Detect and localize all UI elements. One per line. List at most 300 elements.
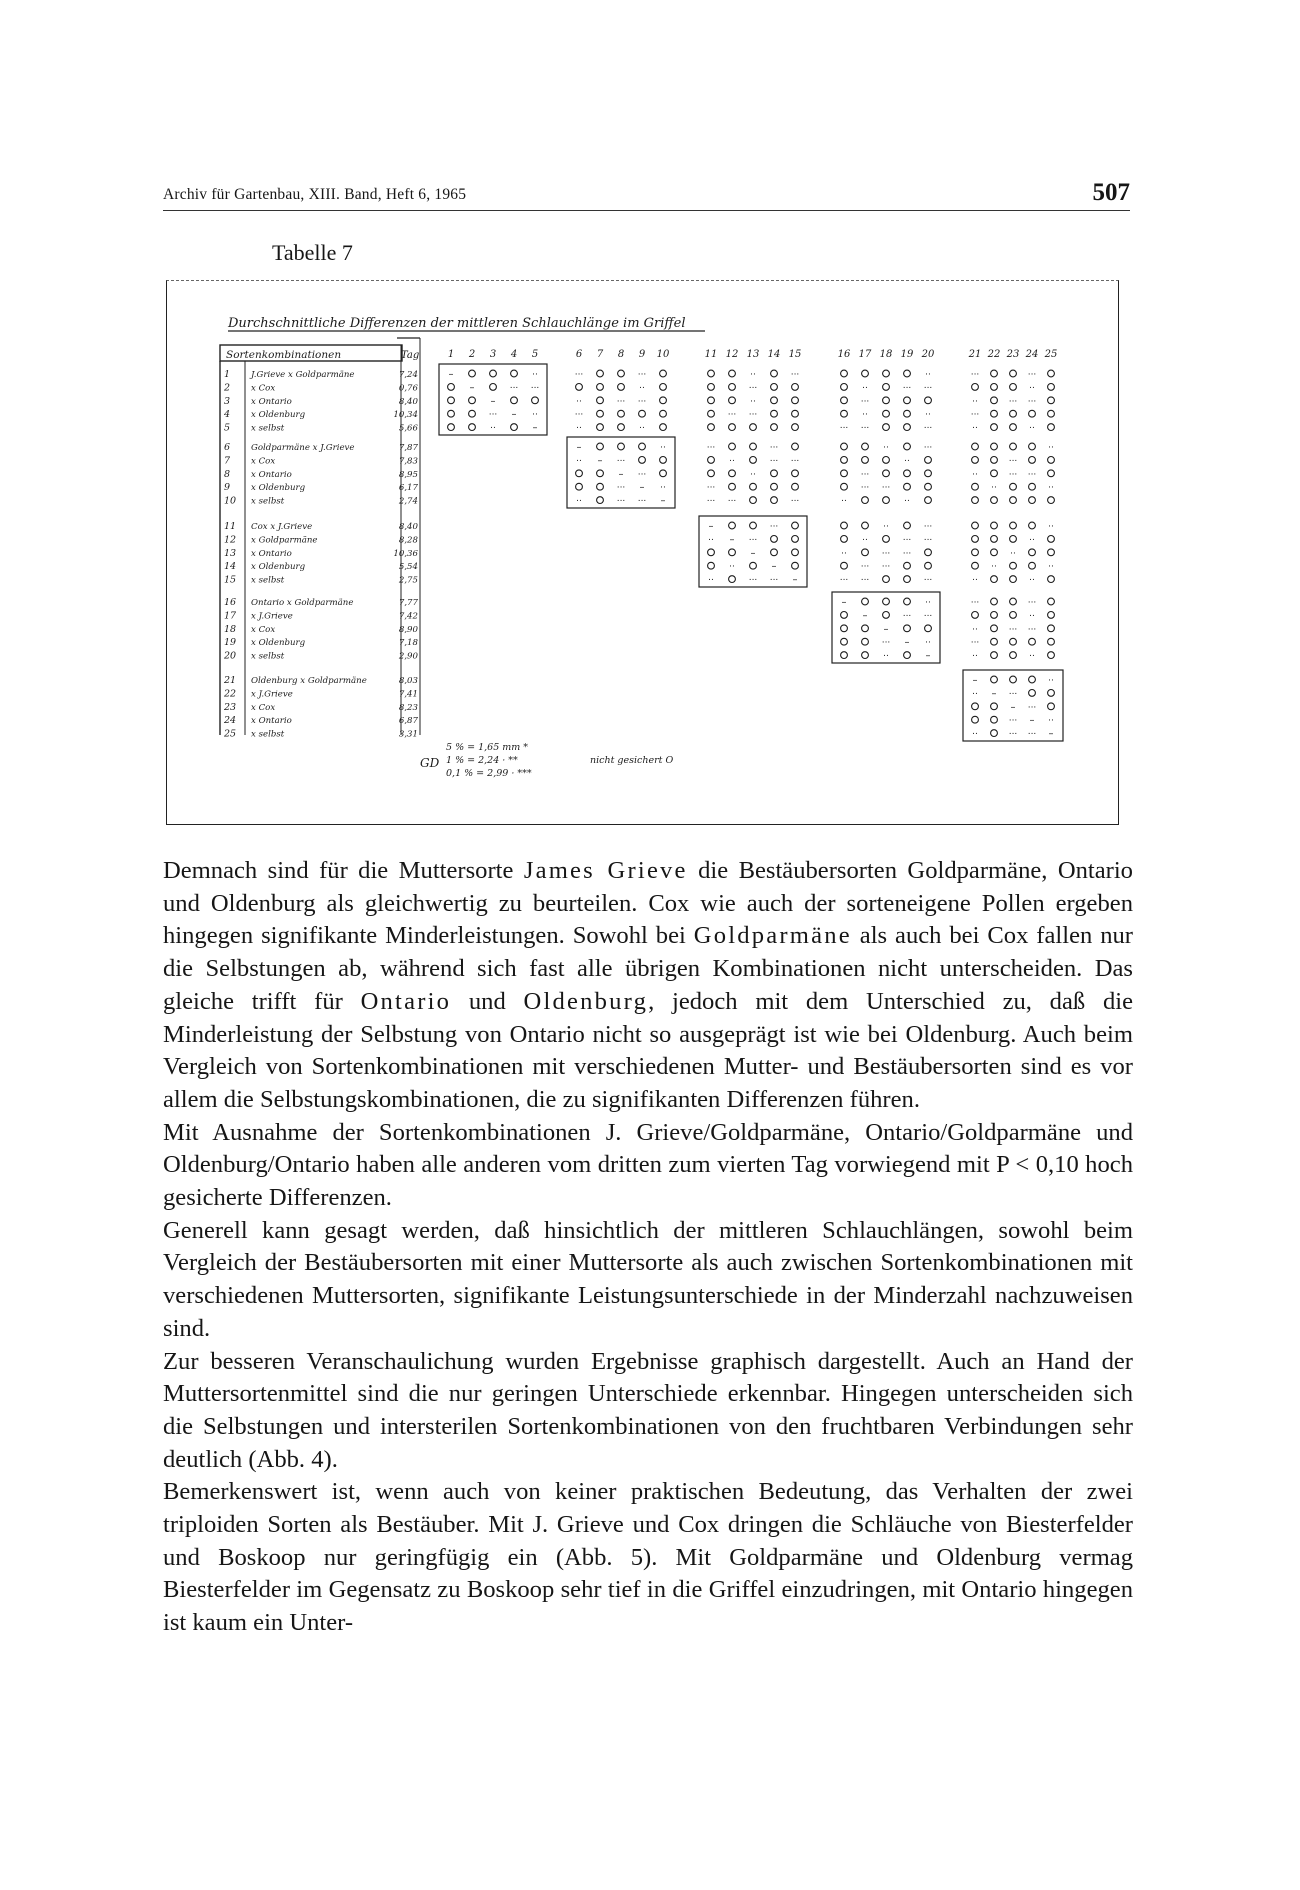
ns-mark [660, 397, 667, 404]
ns-mark [991, 638, 998, 645]
ns-mark [771, 536, 778, 543]
row-number: 22 [224, 688, 237, 700]
sig-mark: ··· [1008, 396, 1018, 407]
paragraph [163, 1117, 1133, 1215]
ns-mark [1048, 625, 1055, 632]
sig-mark: ··· [923, 383, 933, 394]
sig-mark: ·· [883, 443, 889, 453]
day-header: Tag [401, 350, 420, 361]
ns-mark [792, 443, 799, 450]
row-combination: x Oldenburg [251, 410, 306, 421]
sig-mark: ··· [616, 496, 626, 507]
ns-mark [750, 443, 757, 450]
ns-mark [1010, 384, 1017, 391]
ns-mark [1010, 536, 1017, 543]
ns-mark [1048, 457, 1055, 464]
legend-gd: GD [420, 756, 440, 770]
ns-mark [750, 457, 757, 464]
sig-mark: ·· [972, 575, 978, 586]
ns-mark [991, 497, 998, 504]
sig-mark: ·· [1048, 716, 1054, 727]
ns-mark [1029, 638, 1036, 645]
sig-mark: ··· [769, 456, 779, 467]
row-number: 12 [224, 534, 237, 546]
sig-mark: ·· [925, 638, 931, 649]
row-number: 25 [224, 728, 237, 740]
ns-mark [991, 549, 998, 556]
ns-mark [1029, 549, 1036, 556]
ns-mark [1048, 497, 1055, 504]
row-tag-value: 10,34 [393, 410, 418, 421]
ns-mark [729, 384, 736, 391]
ns-mark [597, 370, 604, 377]
ns-mark [972, 716, 979, 723]
column-number: 24 [1025, 349, 1039, 360]
sig-mark: ·· [972, 624, 978, 635]
row-number: 8 [224, 468, 231, 480]
column-number: 4 [510, 349, 518, 360]
sig-mark: ··· [769, 522, 779, 532]
sig-mark: ··· [1008, 624, 1018, 635]
ns-mark [729, 370, 736, 377]
ns-mark [1048, 536, 1055, 543]
ns-mark [991, 676, 998, 683]
sig-mark: ·· [750, 469, 756, 480]
row-tag-value: 7,42 [398, 611, 418, 622]
text-run: als auch bei Cox fallen nur die Selbstungen ab, während sich fast alle übrigen Kombinationen nicht unterscheiden. Das gleiche trifft für [163, 922, 1133, 1015]
row-tag-value: 2,74 [398, 496, 418, 507]
sig-mark: ··· [860, 469, 870, 480]
row-tag-value: 2,90 [398, 651, 418, 662]
row-combination: J.Grieve x Goldparmäne [251, 370, 355, 380]
row-number: 13 [224, 547, 237, 559]
ns-mark [883, 370, 890, 377]
sig-mark: ··· [881, 548, 891, 559]
ns-mark [1029, 522, 1036, 529]
sig-mark: ··· [860, 423, 870, 434]
ns-mark [729, 470, 736, 477]
row-number: 14 [224, 561, 237, 573]
row-tag-value: 7,41 [398, 689, 418, 700]
ns-mark [991, 424, 998, 431]
ns-mark [771, 497, 778, 504]
ns-mark [490, 370, 497, 377]
ns-mark [841, 652, 848, 659]
sig-mark: ··· [1027, 598, 1037, 608]
row-number: 10 [224, 495, 237, 507]
ns-mark [771, 410, 778, 417]
diagonal-dash: – [729, 534, 735, 546]
ns-mark [1048, 370, 1055, 377]
ns-mark [660, 410, 667, 417]
ns-mark [448, 410, 455, 417]
sig-mark: ··· [970, 370, 980, 380]
sig-mark: ··· [860, 575, 870, 586]
sig-mark: ·· [972, 423, 978, 434]
row-number: 16 [224, 597, 237, 608]
row-combination: x Cox [251, 383, 276, 394]
ns-mark [639, 443, 646, 450]
sig-mark: ·· [862, 410, 868, 421]
ns-mark [708, 470, 715, 477]
sig-mark: ··· [574, 370, 584, 380]
page-number: 507 [1092, 179, 1130, 206]
legend-line: 0,1 % = 2,99 · *** [446, 768, 532, 779]
ns-mark [1048, 652, 1055, 659]
spaced-name: Ontario [360, 987, 452, 1015]
diagonal-dash: – [904, 637, 910, 649]
sig-mark: ··· [923, 522, 933, 532]
ns-mark [729, 397, 736, 404]
ns-mark [862, 652, 869, 659]
row-combination: Cox x J.Grieve [251, 522, 313, 532]
ns-mark [1048, 410, 1055, 417]
ns-mark [1010, 598, 1017, 605]
ns-mark [576, 470, 583, 477]
ns-mark [841, 384, 848, 391]
sig-mark: ·· [925, 410, 931, 421]
ns-mark [597, 424, 604, 431]
sig-mark: ··· [1027, 396, 1037, 407]
sig-mark: ··· [1027, 729, 1037, 740]
ns-mark [862, 522, 869, 529]
diagonal-dash: – [750, 547, 756, 559]
sig-mark: ··· [748, 410, 758, 421]
sig-mark: ·· [660, 443, 666, 453]
sig-mark: ··· [616, 396, 626, 407]
row-tag-value: 6,87 [398, 716, 418, 727]
ns-mark [639, 410, 646, 417]
row-number: 15 [224, 574, 237, 586]
column-number: 2 [468, 349, 476, 360]
sig-mark: ··· [706, 483, 716, 494]
sig-mark: ··· [923, 443, 933, 453]
sig-mark: ··· [509, 383, 519, 394]
ns-mark [1048, 549, 1055, 556]
column-number: 7 [596, 349, 604, 360]
ns-mark [729, 483, 736, 490]
ns-mark [1029, 443, 1036, 450]
row-tag-value: 8,40 [398, 396, 418, 407]
ns-mark [750, 522, 757, 529]
sig-mark: ·· [532, 370, 538, 380]
ns-mark [972, 562, 979, 569]
ns-mark [972, 497, 979, 504]
ns-mark [511, 424, 518, 431]
sig-mark: ··· [790, 370, 800, 380]
column-number: 20 [921, 349, 935, 360]
ns-mark [1029, 457, 1036, 464]
ns-mark [841, 638, 848, 645]
column-number: 22 [987, 349, 1001, 360]
ns-mark [576, 384, 583, 391]
row-combination: x Ontario [251, 548, 292, 559]
ns-mark [771, 424, 778, 431]
diagonal-dash: – [469, 382, 475, 394]
row-number: 20 [224, 650, 237, 662]
ns-mark [904, 483, 911, 490]
diagonal-dash: – [448, 369, 454, 380]
ns-mark [750, 424, 757, 431]
ns-mark [771, 397, 778, 404]
ns-mark [729, 443, 736, 450]
sig-mark: ·· [1048, 676, 1054, 686]
text-run: Bemerkenswert ist, wenn auch von keiner praktischen Bedeutung, das Verhalten der zwei triploiden Sorten als Bestäuber. Mit J. Grieve und Cox dringen die Schläuche von Biesterfelder und Boskoop nur geringfügig ein (Abb. 5). Mit Goldparmäne und Oldenburg vermag Biesterfelder im Gegensatz zu Boskoop sehr tief in die Griffel einzudringen, mit Ontario hingegen ist kaum ein Unter- [163, 1478, 1133, 1637]
row-number: 19 [224, 637, 237, 649]
sig-mark: ··· [637, 396, 647, 407]
ns-mark [771, 384, 778, 391]
diagonal-dash: – [841, 597, 847, 608]
ns-mark [991, 457, 998, 464]
ns-mark [904, 562, 911, 569]
ns-mark [904, 522, 911, 529]
diagonal-dash: – [708, 521, 714, 532]
ns-mark [991, 598, 998, 605]
diagonal-dash: – [925, 650, 931, 662]
sig-mark: ·· [660, 483, 666, 494]
sig-mark: ·· [639, 383, 645, 394]
ns-mark [841, 410, 848, 417]
ns-mark [904, 576, 911, 583]
row-combination: Goldparmäne x J.Grieve [251, 443, 355, 453]
ns-mark [883, 598, 890, 605]
ns-mark [991, 370, 998, 377]
ns-mark [1048, 576, 1055, 583]
diagonal-dash: – [576, 442, 582, 453]
sig-mark: ··· [706, 496, 716, 507]
ns-mark [708, 457, 715, 464]
row-tag-value: 8,28 [398, 535, 418, 546]
diagonal-dash: – [511, 409, 517, 421]
ns-mark [660, 370, 667, 377]
ns-mark [532, 397, 539, 404]
ns-mark [1010, 443, 1017, 450]
row-tag-value: 7,87 [398, 443, 418, 453]
ns-mark [883, 612, 890, 619]
column-number: 19 [900, 349, 914, 360]
ns-mark [771, 470, 778, 477]
column-number: 5 [531, 349, 539, 360]
ns-mark [597, 470, 604, 477]
diagonal-dash: – [862, 610, 868, 622]
sig-mark: ·· [639, 423, 645, 434]
row-number: 4 [224, 409, 231, 421]
diagonal-dash: – [618, 468, 624, 480]
ns-mark [991, 410, 998, 417]
ns-mark [792, 522, 799, 529]
sig-mark: ··· [616, 483, 626, 494]
sig-mark: ··· [1008, 729, 1018, 740]
row-combination: x Ontario [251, 716, 292, 727]
paragraph [163, 1215, 1133, 1346]
column-number: 1 [447, 349, 455, 360]
sig-mark: ··· [860, 562, 870, 573]
sig-mark: ·· [883, 651, 889, 662]
ns-mark [792, 470, 799, 477]
spaced-name: Oldenburg [523, 987, 649, 1015]
sig-mark: ·· [1029, 423, 1035, 434]
row-combination: x Cox [251, 624, 276, 635]
ns-mark [862, 370, 869, 377]
row-tag-value: 5,66 [398, 423, 418, 434]
ns-mark [792, 549, 799, 556]
sig-mark: ··· [902, 535, 912, 546]
ns-mark [1029, 562, 1036, 569]
sig-mark: ·· [1029, 611, 1035, 622]
diagonal-dash: – [532, 422, 538, 434]
diagonal-dash: – [1010, 701, 1016, 713]
ns-mark [1048, 470, 1055, 477]
text-run: die Bestäubersorten Goldparmäne, Ontario und Oldenburg als gleichwertig zu beurteilen. Cox wie auch der sorteneigene Pollen ergeben hingegen signifikante Minderleistungen. Sowohl bei [163, 857, 1133, 950]
sig-mark: ·· [490, 423, 496, 434]
ns-mark [904, 652, 911, 659]
sig-mark: ·· [729, 456, 735, 467]
diagonal-dash: – [1029, 715, 1035, 727]
row-number: 7 [224, 455, 231, 467]
ns-mark [618, 443, 625, 450]
sig-mark: ··· [530, 383, 540, 394]
ns-mark [729, 424, 736, 431]
row-tag-value: 8,95 [398, 469, 418, 480]
row-number: 1 [224, 369, 231, 380]
row-number: 23 [224, 701, 237, 713]
sig-mark: ··· [970, 638, 980, 649]
text-run: und [451, 987, 524, 1015]
ns-mark [972, 549, 979, 556]
column-header: Sortenkombinationen [226, 349, 342, 361]
ns-mark [792, 410, 799, 417]
ns-mark [841, 470, 848, 477]
ns-mark [618, 410, 625, 417]
column-number: 21 [968, 349, 982, 360]
diagonal-dash: – [972, 675, 978, 686]
ns-mark [991, 612, 998, 619]
ns-mark [708, 562, 715, 569]
row-tag-value: 5,54 [398, 562, 418, 573]
row-tag-value: 7,24 [398, 370, 418, 380]
sig-mark: ··· [790, 496, 800, 507]
row-combination: x Oldenburg [251, 483, 306, 494]
column-number: 13 [746, 349, 760, 360]
row-combination: x Oldenburg [251, 638, 306, 649]
ns-mark [991, 703, 998, 710]
sig-mark: ··· [748, 575, 758, 586]
sig-mark: ··· [839, 423, 849, 434]
sig-mark: ··· [637, 469, 647, 480]
sig-mark: ··· [881, 483, 891, 494]
row-tag-value: 7,83 [398, 456, 418, 467]
sig-mark: ·· [991, 483, 997, 494]
ns-mark [490, 384, 497, 391]
ns-mark [1048, 703, 1055, 710]
row-combination: x Cox [251, 456, 276, 467]
row-combination: x Ontario [251, 469, 292, 480]
sig-mark: ··· [790, 456, 800, 467]
row-combination: x selbst [251, 496, 285, 507]
sig-mark: ·· [925, 370, 931, 380]
ns-mark [991, 652, 998, 659]
row-number: 17 [224, 610, 237, 622]
ns-mark [904, 397, 911, 404]
sig-mark: ·· [750, 396, 756, 407]
ns-mark [1010, 612, 1017, 619]
legend-line: 1 % = 2,24 · ** [446, 755, 518, 766]
ns-mark [972, 384, 979, 391]
ns-mark [972, 612, 979, 619]
sig-mark: ·· [532, 410, 538, 421]
ns-mark [991, 716, 998, 723]
sig-mark: ·· [576, 456, 582, 467]
sig-mark: ·· [576, 496, 582, 507]
ns-mark [925, 470, 932, 477]
ns-mark [729, 576, 736, 583]
row-number: 5 [224, 422, 231, 434]
ns-mark [991, 730, 998, 737]
ns-mark [991, 470, 998, 477]
paragraph [163, 1476, 1133, 1640]
ns-mark [841, 522, 848, 529]
ns-mark [841, 536, 848, 543]
ns-mark [708, 410, 715, 417]
ns-mark [448, 397, 455, 404]
ns-mark [1048, 397, 1055, 404]
ns-mark [618, 370, 625, 377]
sig-mark: ··· [839, 575, 849, 586]
row-tag-value: 8,90 [398, 624, 418, 635]
sig-mark: ·· [991, 562, 997, 573]
sig-mark: ··· [881, 562, 891, 573]
ns-mark [1010, 370, 1017, 377]
ns-mark [448, 384, 455, 391]
row-number: 6 [224, 442, 231, 453]
diagonal-dash: – [490, 395, 496, 407]
row-combination: Oldenburg x Goldparmäne [251, 676, 367, 686]
sig-mark: ··· [637, 496, 647, 507]
table-heading: Durchschnittliche Differenzen der mittleren Schlauchlänge im Griffel [228, 316, 686, 331]
ns-mark [448, 424, 455, 431]
row-combination: x selbst [251, 651, 285, 662]
sig-mark: ·· [708, 575, 714, 586]
ns-mark [1010, 576, 1017, 583]
ns-mark [925, 457, 932, 464]
ns-mark [862, 497, 869, 504]
ns-mark [883, 397, 890, 404]
text-run: Zur besseren Veranschaulichung wurden Ergebnisse graphisch dargestellt. Auch an Hand der Muttersortenmittel sind die nur geringen Unterschiede erkennbar. Hingegen unterscheiden sich die Selbstungen und intersterilen Sortenkombinationen von den fruchtbaren Verbindungen sehr deutlich (Abb. 4). [163, 1347, 1133, 1473]
ns-mark [729, 549, 736, 556]
sig-mark: ··· [860, 483, 870, 494]
ns-mark [597, 497, 604, 504]
body-text [163, 855, 1133, 1640]
ns-mark [1010, 638, 1017, 645]
sig-mark: ·· [1029, 575, 1035, 586]
row-number: 9 [224, 482, 231, 494]
column-number: 12 [725, 349, 739, 360]
sig-mark: ··· [923, 535, 933, 546]
ns-mark [883, 384, 890, 391]
ns-mark [991, 576, 998, 583]
ns-mark [883, 470, 890, 477]
row-combination: x Goldparmäne [251, 535, 318, 546]
ns-mark [904, 470, 911, 477]
ns-mark [660, 457, 667, 464]
ns-mark [841, 625, 848, 632]
sig-mark: ·· [972, 651, 978, 662]
sig-mark: ··· [860, 396, 870, 407]
row-tag-value: 2,75 [398, 575, 418, 586]
sig-mark: ·· [1048, 562, 1054, 573]
sig-mark: ··· [1008, 689, 1018, 700]
sig-mark: ··· [637, 370, 647, 380]
